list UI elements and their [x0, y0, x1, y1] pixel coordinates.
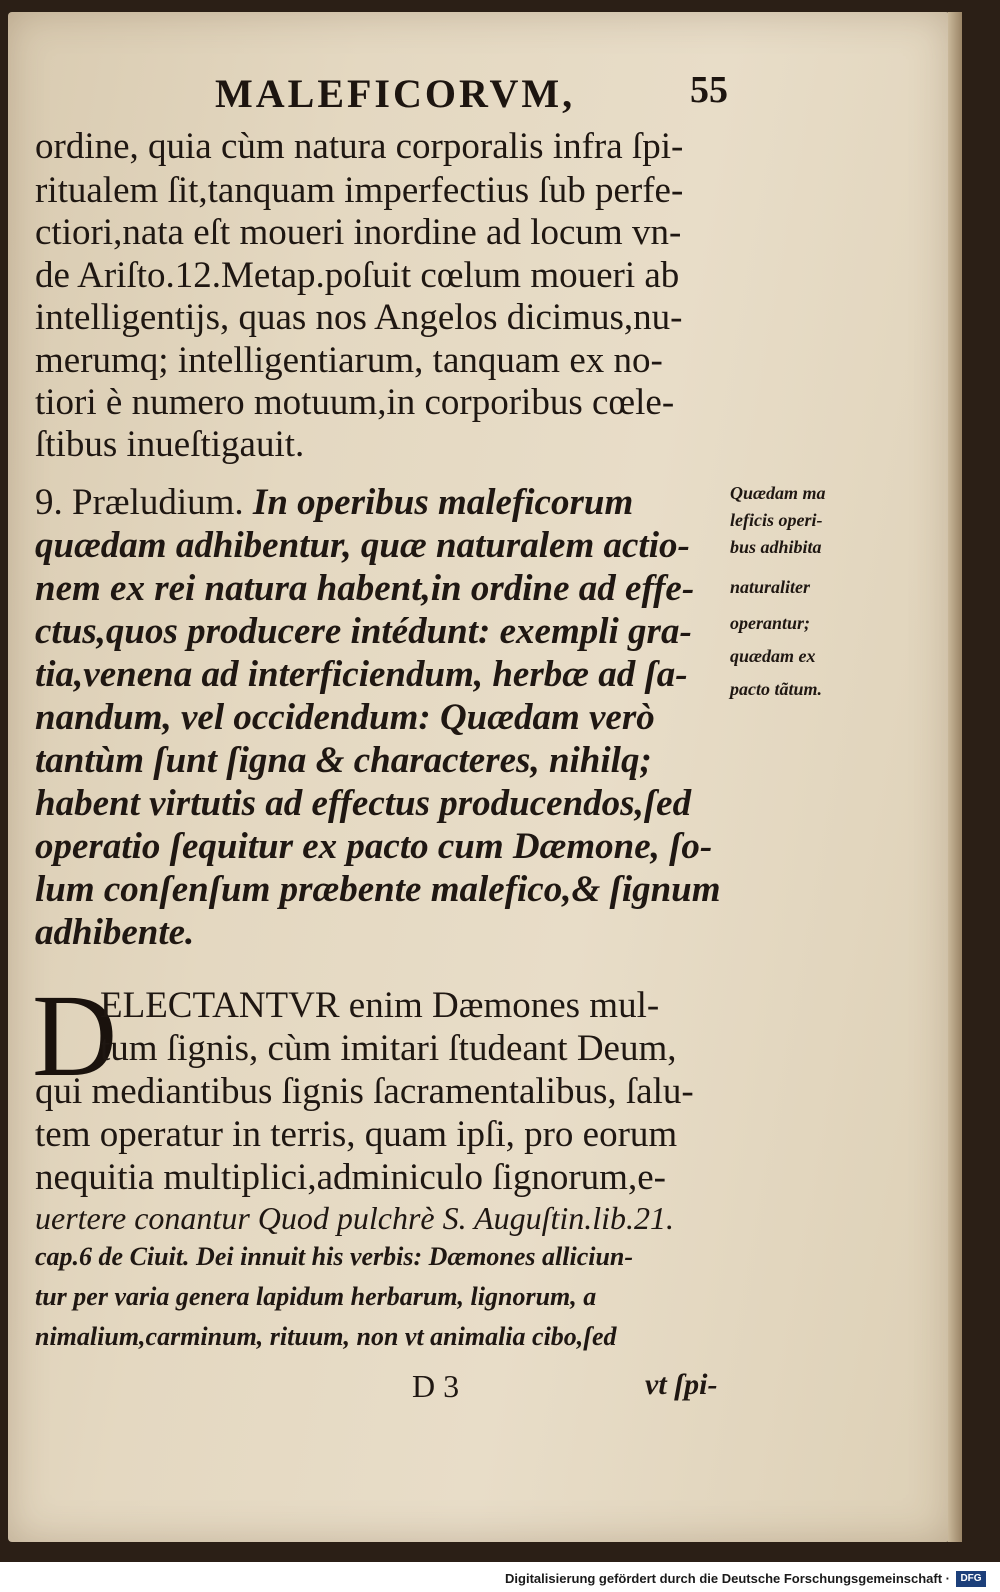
- prelude-line: tantùm ſunt ſigna & characteres, nihilq;: [35, 740, 652, 781]
- prelude-line: habent virtutis ad effectus producendos,ſed: [35, 783, 692, 824]
- prelude-italic-start: In operibus maleficorum: [252, 482, 634, 523]
- dfg-logo: DFG: [956, 1571, 986, 1587]
- body-line: cap.6 de Ciuit. Dei innuit his verbis: Dæmones alliciun-: [35, 1242, 634, 1271]
- body-line: tiori è numero motuum,in corporibus cœle-: [35, 382, 675, 423]
- prelude-line: nandum, vel occidendum: Quædam verò: [35, 697, 655, 738]
- running-head: MALEFICORVM,: [215, 71, 576, 116]
- body-line: intelligentijs, quas nos Angelos dicimus,nu-: [35, 297, 683, 338]
- body-line: uertere conantur Quod pulchrè S. Auguſtin.lib.21.: [35, 1200, 675, 1236]
- margin-note-line: quædam ex: [730, 646, 816, 666]
- body-line: tur per varia genera lapidum herbarum, lignorum, a: [35, 1282, 597, 1311]
- body-line: ctiori,nata eſt moueri inordine ad locum vn-: [35, 212, 682, 253]
- catchword: vt ſpi-: [645, 1368, 718, 1401]
- page-edge: [948, 12, 962, 1542]
- margin-note-line: operantur;: [730, 613, 811, 633]
- prelude-line: ctus,quos producere intédunt: exempli gra-: [35, 611, 692, 652]
- prelude-line: adhibente.: [35, 912, 195, 953]
- prelude-line: quædam adhibentur, quæ naturalem actio-: [35, 525, 690, 566]
- digitization-credit: Digitalisierung gefördert durch die Deutsche Forschungsgemeinschaft ·: [505, 1571, 950, 1586]
- body-line: nimalium,carminum, rituum, non vt animalia cibo,ſed: [35, 1322, 617, 1351]
- margin-note-line: leficis operi-: [730, 510, 823, 530]
- margin-note-line: naturaliter: [730, 577, 811, 597]
- body-line: tem operatur in terris, quam ipſi, pro eorum: [35, 1114, 678, 1155]
- body-line: ritualem ſit,tanquam imperfectius ſub perfe-: [35, 170, 684, 211]
- body-line: nequitia multiplici,adminiculo ſignorum,e-: [35, 1157, 666, 1198]
- body-line: qui mediantibus ſignis ſacramentalibus, ſalu-: [35, 1071, 694, 1112]
- prelude-line: nem ex rei natura habent,in ordine ad effe-: [35, 568, 695, 609]
- footer-bar: [0, 1562, 1000, 1592]
- margin-note-line: pacto tãtum.: [730, 679, 823, 699]
- body-line: tum ſignis, cùm imitari ſtudeant Deum,: [100, 1028, 677, 1069]
- body-line: de Ariſto.12.Metap.poſuit cœlum moueri ab: [35, 255, 680, 296]
- body-line: ſtibus inueſtigauit.: [35, 424, 305, 465]
- margin-note-line: bus adhibita: [730, 537, 822, 557]
- margin-note-line: Quædam ma: [730, 483, 826, 503]
- body-line: ordine, quia cùm natura corporalis infra ſpi-: [35, 126, 684, 167]
- prelude-line: tia,venena ad interficiendum, herbæ ad ſa-: [35, 654, 688, 695]
- body-line: merumq; intelligentiarum, tanquam ex no-: [35, 340, 663, 381]
- drop-cap: D: [32, 970, 118, 1101]
- signature-mark: D 3: [412, 1368, 460, 1404]
- body-line: ELECTANTVR enim Dæmones mul-: [100, 985, 660, 1026]
- prelude-line: lum conſenſum præbente malefico,& ſignum: [35, 869, 721, 910]
- page-number: 55: [690, 69, 728, 111]
- prelude-label: 9. Præludium.: [35, 482, 244, 523]
- prelude-first-line: [35, 484, 725, 521]
- prelude-line: operatio ſequitur ex pacto cum Dæmone, ſo-: [35, 826, 713, 867]
